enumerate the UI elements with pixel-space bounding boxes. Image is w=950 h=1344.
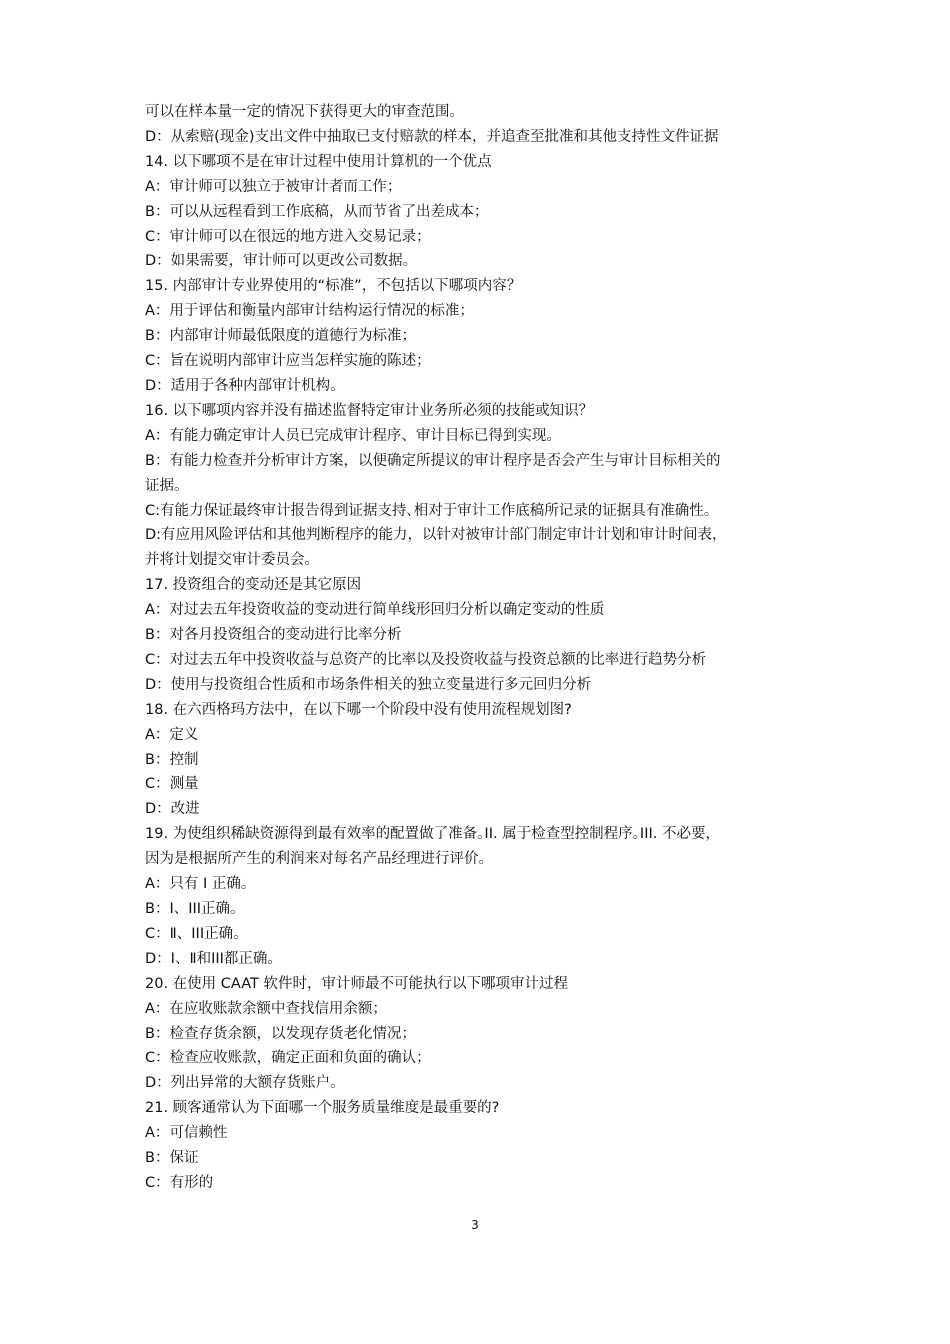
option-b: B：内部审计师最低限度的道德行为标准； [145, 328, 416, 345]
option-a: A：对过去五年投资收益的变动进行简单线形回归分析以确定变动的性质 [145, 602, 605, 619]
question-19-continued: 因为是根据所产生的利润来对每名产品经理进行评价。 [145, 851, 493, 868]
option-b: B：I、III正确。 [145, 901, 245, 917]
option-a: A：在应收账款余额中查找信用余额； [145, 1000, 387, 1017]
question-19: 19. 为使组织稀缺资源得到最有效率的配置做了准备｡II. 属于检查型控制程序｡III. 不必要， [145, 826, 720, 843]
option-a: A：只有 I 正确。 [145, 876, 256, 893]
option-b: B：控制 [145, 751, 199, 768]
option-a: A：审计师可以独立于被审计者而工作； [145, 178, 402, 195]
option-a: A：可信赖性 [145, 1125, 228, 1142]
option-a: A：有能力确定审计人员已完成审计程序、审计目标已得到实现。 [145, 427, 561, 444]
question-16: 16. 以下哪项内容并没有描述监督特定审计业务所必须的技能或知识？ [145, 402, 594, 419]
option-d: D：列出异常的大额存货账户。 [145, 1075, 345, 1092]
option-c: C：旨在说明内部审计应当怎样实施的陈述； [145, 353, 431, 370]
option-c: C：审计师可以在很远的地方进入交易记录； [145, 228, 431, 245]
option-b: B：可以从远程看到工作底稿，从而节省了出差成本； [145, 203, 489, 220]
question-14: 14. 以下哪项不是在审计过程中使用计算机的一个优点 [145, 153, 492, 170]
question-18: 18. 在六西格玛方法中，在以下哪一个阶段中没有使用流程规划图? [145, 701, 572, 718]
option-b: B：检查存货余额，以发现存货老化情况； [145, 1025, 416, 1042]
option-c: C：对过去五年中投资收益与总资产的比率以及投资收益与投资总额的比率进行趋势分析 [145, 651, 707, 668]
option-d: D：适用于各种内部审计机构。 [145, 377, 345, 394]
option-b: B：有能力检查并分析审计方案，以便确定所提议的审计程序是否会产生与审计目标相关的 [145, 452, 721, 469]
option-d: D:有应用风险评估和其他判断程序的能力，以针对被审计部门制定审计计划和审计时间表， [145, 527, 727, 544]
page-text [145, 100, 815, 1196]
page-number: 3 [471, 1218, 479, 1232]
question-20: 20. 在使用 CAAT 软件时，审计师最不可能执行以下哪项审计过程 [145, 975, 568, 992]
text-line: D：从索赔(现金)支出文件中抽取已支付赔款的样本，并追查至批准和其他支持性文件证据 [145, 128, 719, 145]
option-d: D：改进 [145, 801, 200, 818]
option-b-continued: 证据。 [145, 477, 189, 494]
option-c: C：Ⅱ、III正确。 [145, 925, 248, 942]
option-b: B：对各月投资组合的变动进行比率分析 [145, 627, 402, 644]
option-a: A：定义 [145, 726, 199, 743]
question-15: 15. 内部审计专业界使用的“标准”，不包括以下哪项内容？ [145, 278, 522, 295]
option-c: C:有能力保证最终审计报告得到证据支持､相对于审计工作底稿所记录的证据具有准确性。 [145, 502, 719, 519]
option-c: C：检查应收账款，确定正面和负面的确认； [145, 1050, 431, 1067]
option-d-continued: 并将计划提交审计委员会。 [145, 552, 319, 569]
question-21: 21. 顾客通常认为下面哪一个服务质量维度是最重要的? [145, 1100, 500, 1117]
option-d: D：如果需要，审计师可以更改公司数据。 [145, 253, 418, 270]
option-d: D：使用与投资组合性质和市场条件相关的独立变量进行多元回归分析 [145, 676, 592, 693]
option-d: D：I、Ⅱ和III都正确。 [145, 950, 282, 967]
option-b: B：保证 [145, 1150, 199, 1167]
text-line: 可以在样本量一定的情况下获得更大的审查范围。 [145, 104, 464, 120]
question-17: 17. 投资组合的变动还是其它原因 [145, 577, 362, 594]
option-c: C：测量 [145, 776, 199, 793]
option-a: A：用于评估和衡量内部审计结构运行情况的标准； [145, 303, 474, 320]
option-c: C：有形的 [145, 1174, 214, 1191]
